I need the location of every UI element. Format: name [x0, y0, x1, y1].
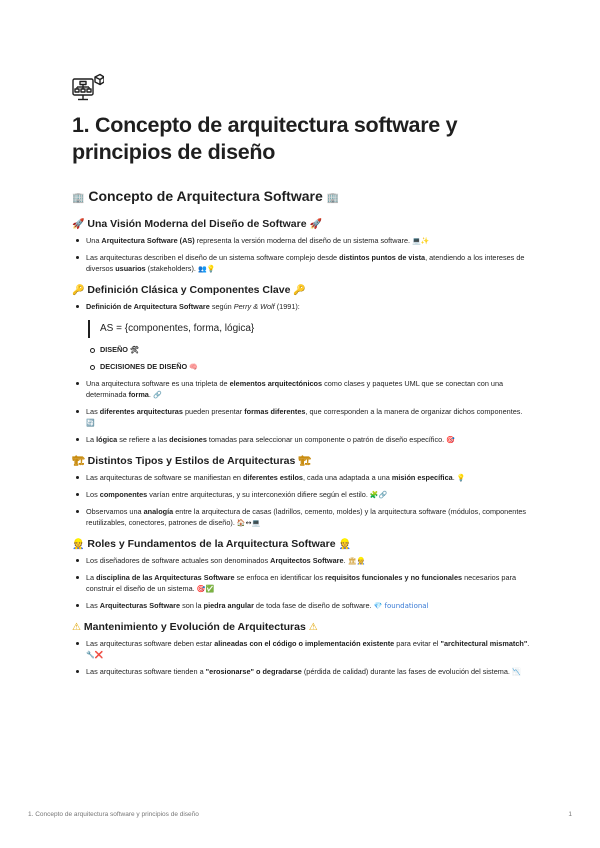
building-icon: 🏢	[326, 193, 340, 204]
subsection-heading-styles	[72, 454, 532, 469]
main-content	[72, 186, 532, 683]
construction-icon: 🏗	[298, 456, 311, 467]
bullet-list	[72, 638, 532, 678]
construction-icon: 🏗	[72, 456, 85, 467]
subsection-heading-vision	[72, 217, 532, 232]
bulb-icon: 💡	[456, 474, 466, 482]
classical-building-worker-icon: 🏛👷	[347, 557, 366, 565]
list-item: Definición de Arquitectura Software según Perry & Wolf (1991): AS = {componentes, forma, lógica} DISEÑO 🛠 DECISIONES DE DISEÑO 🧠	[86, 301, 532, 373]
tools-icon: 🛠	[130, 346, 139, 354]
footer-title: 1. Concepto de arquitectura software y principios de diseño	[28, 811, 199, 818]
section-heading-text: Concepto de Arquitectura Software	[88, 188, 323, 204]
subsection-heading-text: Roles y Fundamentos de la Arquitectura Software	[87, 538, 336, 550]
subsection-heading-text: Una Visión Moderna del Diseño de Software	[87, 218, 307, 230]
list-item: Una arquitectura software es una tripleta de elementos arquitectónicos como clases y paquetes UML que se conectan con una determinada forma. 🔗	[86, 378, 532, 401]
list-item: Las Arquitecturas Software son la piedra angular de toda fase de diseño de software. 💎 foundational	[86, 600, 532, 612]
list-item: Los diseñadores de software actuales son denominados Arquitectos Software. 🏛👷	[86, 555, 532, 567]
page-title: 1. Concepto de arquitectura software y principios de diseño	[72, 113, 458, 164]
list-item: Las arquitecturas software deben estar alineadas con el código o implementación existente para evitar el "architectural mismatch". 🔧❌	[86, 638, 532, 661]
page-number: 1	[568, 811, 572, 818]
bullet-list	[72, 301, 532, 446]
sub-list-item: DISEÑO 🛠	[100, 344, 532, 356]
architecture-diagram-icon	[72, 72, 104, 104]
key-icon: 🔑	[293, 285, 306, 296]
rocket-icon: 🚀	[72, 219, 85, 230]
list-item: Las diferentes arquitecturas pueden presentar formas diferentes, que corresponden a la manera de organizar dichos componentes. 🔄	[86, 406, 532, 429]
wrench-cross-icon: 🔧❌	[86, 651, 104, 659]
link-icon: 🔗	[152, 391, 162, 399]
warning-icon: ⚠	[72, 622, 81, 633]
brain-icon: 🧠	[189, 363, 198, 371]
list-item: Las arquitecturas de software se manifiestan en diferentes estilos, cada una adaptada a una misión específica. 💡	[86, 472, 532, 484]
subsection-heading-definition	[72, 283, 532, 298]
bullet-list	[72, 235, 532, 275]
target-icon: 🎯	[446, 436, 455, 444]
bullet-list	[72, 472, 532, 529]
formula-quote: AS = {componentes, forma, lógica}	[88, 320, 532, 338]
worker-icon: 👷	[338, 539, 351, 550]
building-icon: 🏢	[72, 193, 85, 204]
people-bulb-icon: 👥💡	[197, 265, 216, 273]
list-item: Las arquitecturas describen el diseño de un sistema software complejo desde distintos puntos de vista, atendiendo a los intereses de diversos usuarios (stakeholders). 👥💡	[86, 252, 532, 275]
sub-list-item: DECISIONES DE DISEÑO 🧠	[100, 361, 532, 373]
list-item: La disciplina de las Arquitecturas Software se enfoca en identificar los requisitos funcionales y no funcionales necesarios para construir el diseño de un sistema. 🎯✅	[86, 572, 532, 595]
worker-icon: 👷	[72, 539, 85, 550]
sub-list	[86, 344, 532, 373]
refresh-icon: 🔄	[86, 419, 95, 427]
bullet-list	[72, 555, 532, 612]
section-heading	[72, 186, 532, 209]
chart-down-icon: 📉	[511, 668, 521, 676]
house-laptop-icon: 🏠↔💻	[236, 519, 261, 527]
subsection-heading-roles	[72, 537, 532, 552]
laptop-sparkles-icon: 💻✨	[412, 237, 430, 245]
subsection-heading-text: Definición Clásica y Componentes Clave	[87, 284, 291, 296]
gem-icon: 💎 foundational	[373, 602, 429, 610]
list-item: La lógica se refiere a las decisiones tomadas para seleccionar un componente o patrón de diseño específico. 🎯	[86, 434, 532, 446]
key-icon: 🔑	[72, 285, 85, 296]
list-item: Los componentes varían entre arquitecturas, y su interconexión difiere según el estilo. 🧩🔗	[86, 489, 532, 501]
list-item: Observamos una analogía entre la arquitectura de casas (ladrillos, cemento, moldes) y la arquitectura software (módulos, componentes reutilizables, conectores, patrones de diseño). 🏠↔💻	[86, 506, 532, 529]
target-check-icon: 🎯✅	[196, 585, 215, 593]
warning-icon: ⚠	[308, 622, 318, 633]
rocket-icon: 🚀	[309, 219, 322, 230]
puzzle-link-icon: 🧩🔗	[369, 491, 388, 499]
subsection-heading-text: Mantenimiento y Evolución de Arquitecturas	[83, 621, 306, 633]
list-item: Las arquitecturas software tienden a "erosionarse" o degradarse (pérdida de calidad) durante las fases de evolución del sistema. 📉	[86, 666, 532, 678]
subsection-heading-text: Distintos Tipos y Estilos de Arquitecturas	[87, 455, 296, 467]
list-item: Una Arquitectura Software (AS) representa la versión moderna del diseño de un sistema software. 💻✨	[86, 235, 532, 247]
subsection-heading-maintenance	[72, 620, 532, 635]
